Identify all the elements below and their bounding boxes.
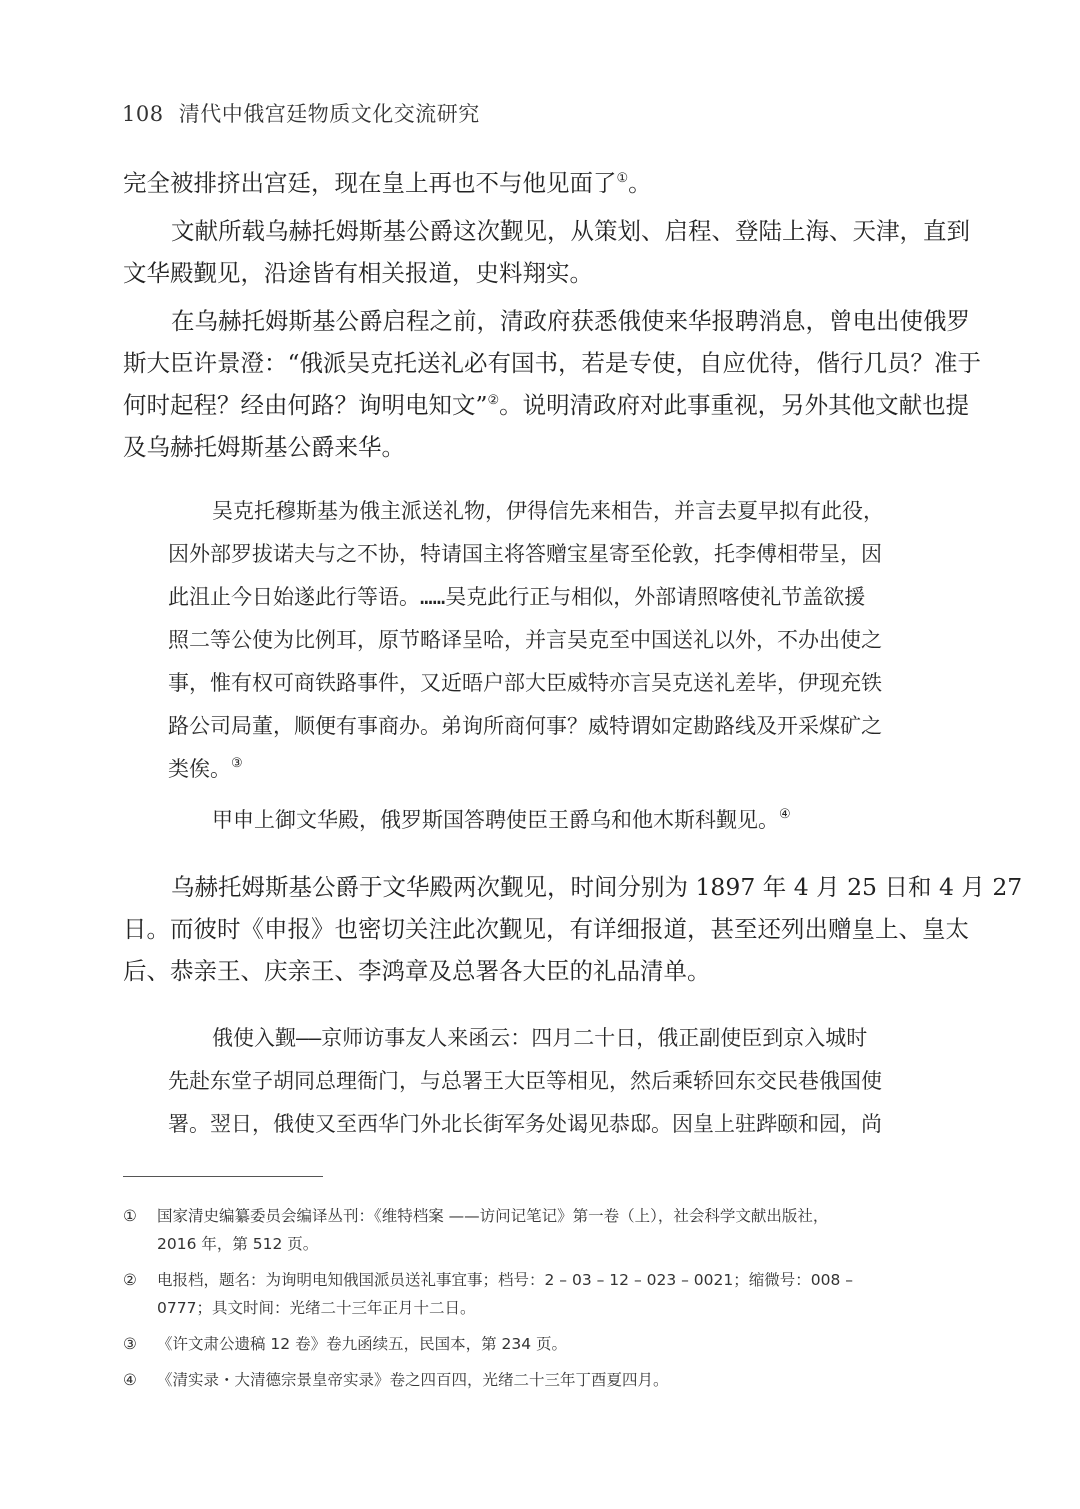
block-quote-1 — [168, 490, 928, 842]
footnote-ref-3[interactable]: ③ — [231, 756, 243, 771]
body-text-middle — [123, 866, 1023, 992]
quote-1-line-2: 因外部罗拔诺夫与之不协，特请国主将答赠宝星寄至伦敦，托李傅相带呈，因 — [168, 542, 882, 566]
paragraph-3-line-2: 斯大臣许景澄：“俄派吴克托送礼必有国书，若是专使，自应优待，偕行几员？准于 — [123, 349, 982, 377]
footnote-2 — [123, 1266, 923, 1322]
footnote-text: 电报档，题名：为询明电知俄国派员送礼事宜事；档号：2 – 03 – 12 – 023 – 0021；缩微号：008 – — [157, 1271, 854, 1289]
footnote-text: 国家清史编纂委员会编译丛刊：《维特档案 ——访问记笔记》第一卷（上），社会科学文献出版社， — [157, 1207, 829, 1225]
quote-1-line-5: 事，惟有权可商铁路事件，又近晤户部大臣威特亦言吴克送礼差毕，伊现充铁 — [168, 671, 882, 695]
paragraph-4-line-3: 后、恭亲王、庆亲王、李鸿章及总署各大臣的礼品清单。 — [123, 957, 711, 985]
footnote-1 — [123, 1202, 923, 1258]
footnote-ref-2[interactable]: ② — [487, 393, 500, 408]
footnotes — [123, 1202, 923, 1402]
footnote-text: 2016 年，第 512 页。 — [157, 1235, 319, 1253]
paragraph-2-line-1: 文献所载乌赫托姆斯基公爵这次觐见，从策划、启程、登陆上海、天津，直到 — [171, 217, 970, 245]
quote-1-line-8: 甲申上御文华殿，俄罗斯国答聘使臣王爵乌和他木斯科觐见。④ — [212, 807, 791, 832]
quote-2-line-3: 署。翌日，俄使又至西华门外北长街军务处谒见恭邸。因皇上驻跸颐和园，尚 — [168, 1112, 882, 1136]
book-title: 清代中俄宫廷物质文化交流研究 — [178, 102, 480, 126]
quote-1-line-3: 此沮止今日始遂此行等语。……吴克此行正与相似，外部请照喀使礼节盖欲援 — [168, 585, 866, 609]
paragraph-2-line-2: 文华殿觐见，沿途皆有相关报道，史料翔实。 — [123, 259, 593, 287]
quote-1-line-1: 吴克托穆斯基为俄主派送礼物，伊得信先来相告，并言去夏早拟有此役， — [212, 499, 884, 523]
footnote-ref-1[interactable]: ① — [616, 171, 629, 186]
footnote-text: 《许文肃公遗稿 12 卷》卷九函续五，民国本，第 234 页。 — [157, 1335, 568, 1353]
block-quote-2 — [168, 1017, 928, 1146]
quote-2-line-2: 先赴东堂子胡同总理衙门，与总署王大臣等相见，然后乘轿回东交民巷俄国使 — [168, 1069, 882, 1093]
page-number: 108 — [122, 102, 164, 126]
running-header — [122, 98, 480, 128]
quote-1-line-7: 类俟。③ — [168, 756, 243, 781]
footnote-3 — [123, 1330, 923, 1358]
footnote-4 — [123, 1366, 923, 1394]
quote-2-line-1: 俄使入觐——京师访事友人来函云：四月二十日，俄正副使臣到京入城时 — [212, 1026, 868, 1050]
quote-1-line-6: 路公司局董，顺便有事商办。弟询所商何事？威特谓如定勘路线及开采煤矿之 — [168, 714, 882, 738]
paragraph-3-line-3: 何时起程？经由何路？询明电知文”②。说明清政府对此事重视，另外其他文献也提 — [123, 391, 970, 419]
footnote-mark: ② — [123, 1271, 137, 1289]
footnote-mark: ③ — [123, 1335, 137, 1353]
footnote-ref-4[interactable]: ④ — [779, 807, 791, 822]
footnote-mark: ④ — [123, 1371, 137, 1389]
footnote-text: 0777；具文时间：光绪二十三年正月十二日。 — [157, 1299, 476, 1317]
paragraph-4-line-2: 日。而彼时《申报》也密切关注此次觐见，有详细报道，甚至还列出赠皇上、皇太 — [123, 915, 969, 943]
footnote-mark: ① — [123, 1207, 137, 1225]
footnote-text: 《清实录・大清德宗景皇帝实录》卷之四百四，光绪二十三年丁酉夏四月。 — [157, 1371, 669, 1389]
paragraph-3-line-1: 在乌赫托姆斯基公爵启程之前，清政府获悉俄使来华报聘消息，曾电出使俄罗 — [171, 307, 970, 335]
footnote-divider — [123, 1176, 323, 1177]
body-text-top — [123, 162, 982, 468]
paragraph-3-line-4: 及乌赫托姆斯基公爵来华。 — [123, 433, 405, 461]
paragraph-1: 完全被排挤出宫廷，现在皇上再也不与他见面了①。 — [123, 169, 652, 197]
quote-1-line-4: 照二等公使为比例耳，原节略译呈哈，并言吴克至中国送礼以外，不办出使之 — [168, 628, 882, 652]
paragraph-4-line-1: 乌赫托姆斯基公爵于文华殿两次觐见，时间分别为 1897 年 4 月 25 日和 4 月 27 — [171, 873, 1023, 901]
